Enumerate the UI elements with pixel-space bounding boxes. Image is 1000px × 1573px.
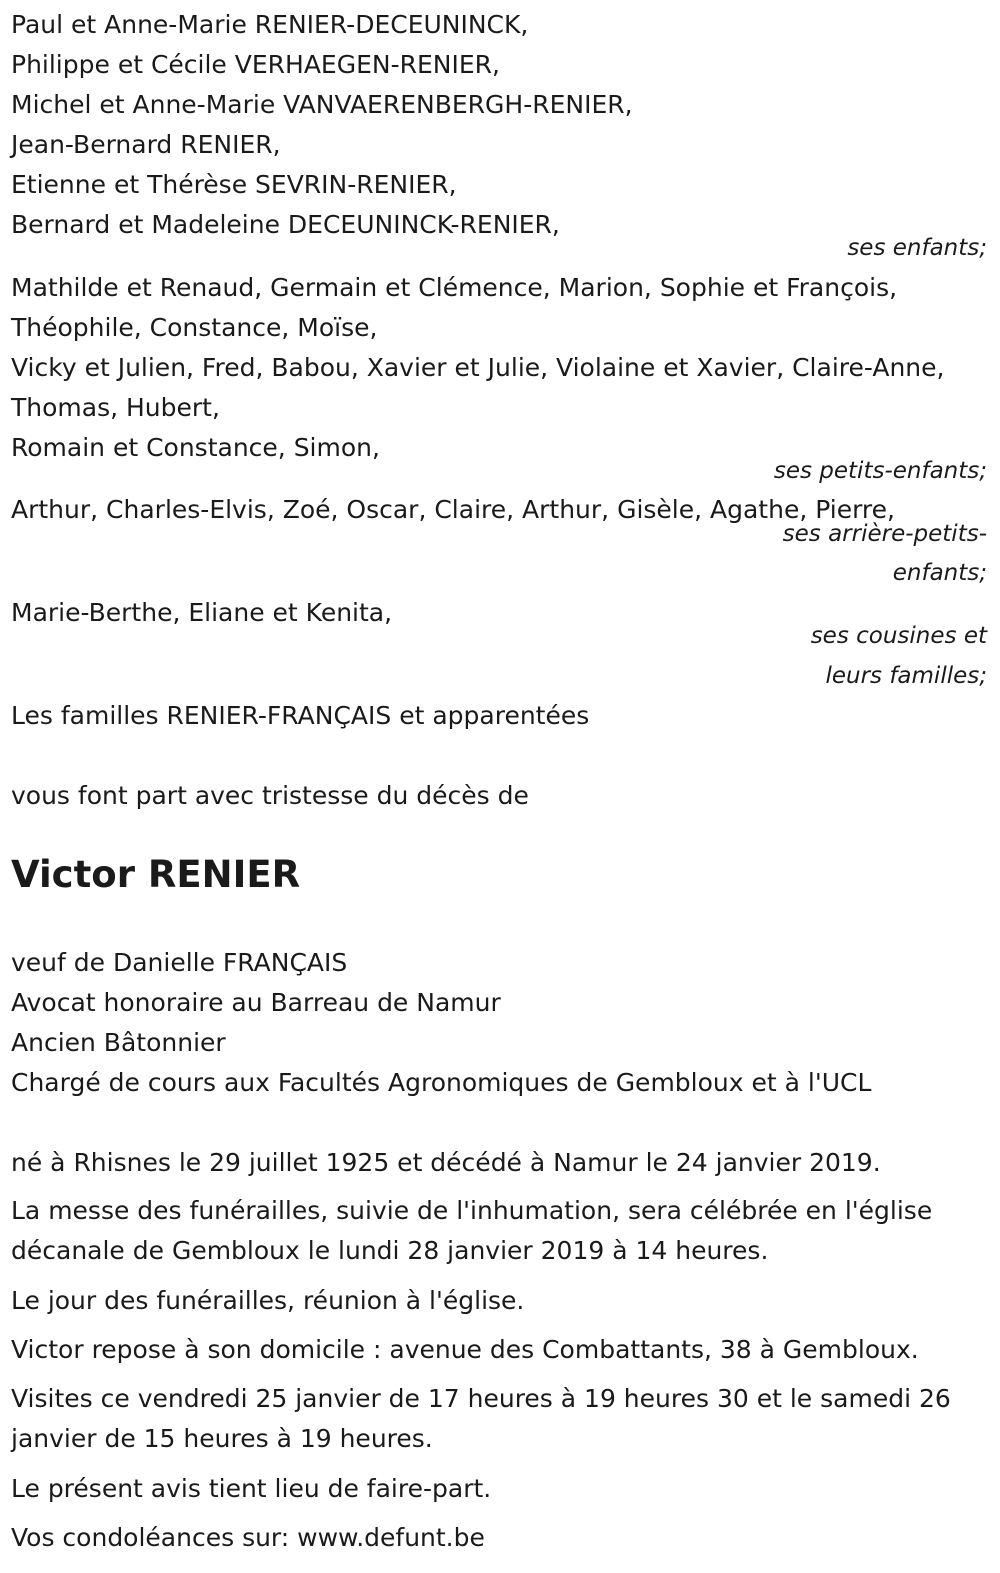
- grandchild-line: Mathilde et Renaud, Germain et Clémence, Marion, Sophie et François,: [11, 273, 898, 302]
- cousins-label: leurs familles;: [825, 663, 987, 689]
- grandchild-line: Vicky et Julien, Fred, Babou, Xavier et Julie, Violaine et Xavier, Claire-Anne,: [11, 353, 945, 382]
- notice-line: Le présent avis tient lieu de faire-part.: [11, 1474, 492, 1503]
- funeral-line: La messe des funérailles, suivie de l'inhumation, sera célébrée en l'église: [11, 1196, 933, 1225]
- great-grandchildren-label: ses arrière-petits-: [782, 521, 987, 547]
- cousins-line: Marie-Berthe, Eliane et Kenita,: [11, 598, 393, 627]
- title-line: veuf de Danielle FRANÇAIS: [11, 948, 348, 977]
- title-line: Avocat honoraire au Barreau de Namur: [11, 988, 501, 1017]
- child-line: Paul et Anne-Marie RENIER-DECEUNINCK,: [11, 10, 529, 39]
- condolences-line: Vos condoléances sur: www.defunt.be: [11, 1523, 485, 1552]
- grandchild-line: Thomas, Hubert,: [11, 393, 220, 422]
- funeral-line: décanale de Gembloux le lundi 28 janvier 2019 à 14 heures.: [11, 1236, 769, 1265]
- title-line: Chargé de cours aux Facultés Agronomiques de Gembloux et à l'UCL: [11, 1068, 872, 1097]
- rests-line: Victor repose à son domicile : avenue des Combattants, 38 à Gembloux.: [11, 1335, 919, 1364]
- child-line: Etienne et Thérèse SEVRIN-RENIER,: [11, 170, 457, 199]
- child-line: Michel et Anne-Marie VANVAERENBERGH-RENIER,: [11, 90, 633, 119]
- cousins-label: ses cousines et: [810, 623, 987, 649]
- grandchild-line: Romain et Constance, Simon,: [11, 433, 380, 462]
- children-label: ses enfants;: [847, 235, 987, 261]
- child-line: Bernard et Madeleine DECEUNINCK-RENIER,: [11, 210, 560, 239]
- great-grandchildren-line: Arthur, Charles-Elvis, Zoé, Oscar, Claire, Arthur, Gisèle, Agathe, Pierre,: [11, 495, 895, 524]
- grandchildren-label: ses petits-enfants;: [773, 458, 987, 484]
- grandchild-line: Théophile, Constance, Moïse,: [11, 313, 378, 342]
- title-line: Ancien Bâtonnier: [11, 1028, 226, 1057]
- reunion-line: Le jour des funérailles, réunion à l'église.: [11, 1286, 525, 1315]
- visits-line: janvier de 15 heures à 19 heures.: [11, 1424, 433, 1453]
- dates-line: né à Rhisnes le 29 juillet 1925 et décédé à Namur le 24 janvier 2019.: [11, 1148, 881, 1177]
- visits-line: Visites ce vendredi 25 janvier de 17 heures à 19 heures 30 et le samedi 26: [11, 1384, 951, 1413]
- families-line: Les familles RENIER-FRANÇAIS et apparentées: [11, 701, 590, 730]
- great-grandchildren-label: enfants;: [892, 560, 987, 586]
- child-line: Jean-Bernard RENIER,: [11, 130, 281, 159]
- announcement: vous font part avec tristesse du décès de: [11, 781, 529, 810]
- deceased-name: Victor RENIER: [11, 853, 301, 896]
- child-line: Philippe et Cécile VERHAEGEN-RENIER,: [11, 50, 500, 79]
